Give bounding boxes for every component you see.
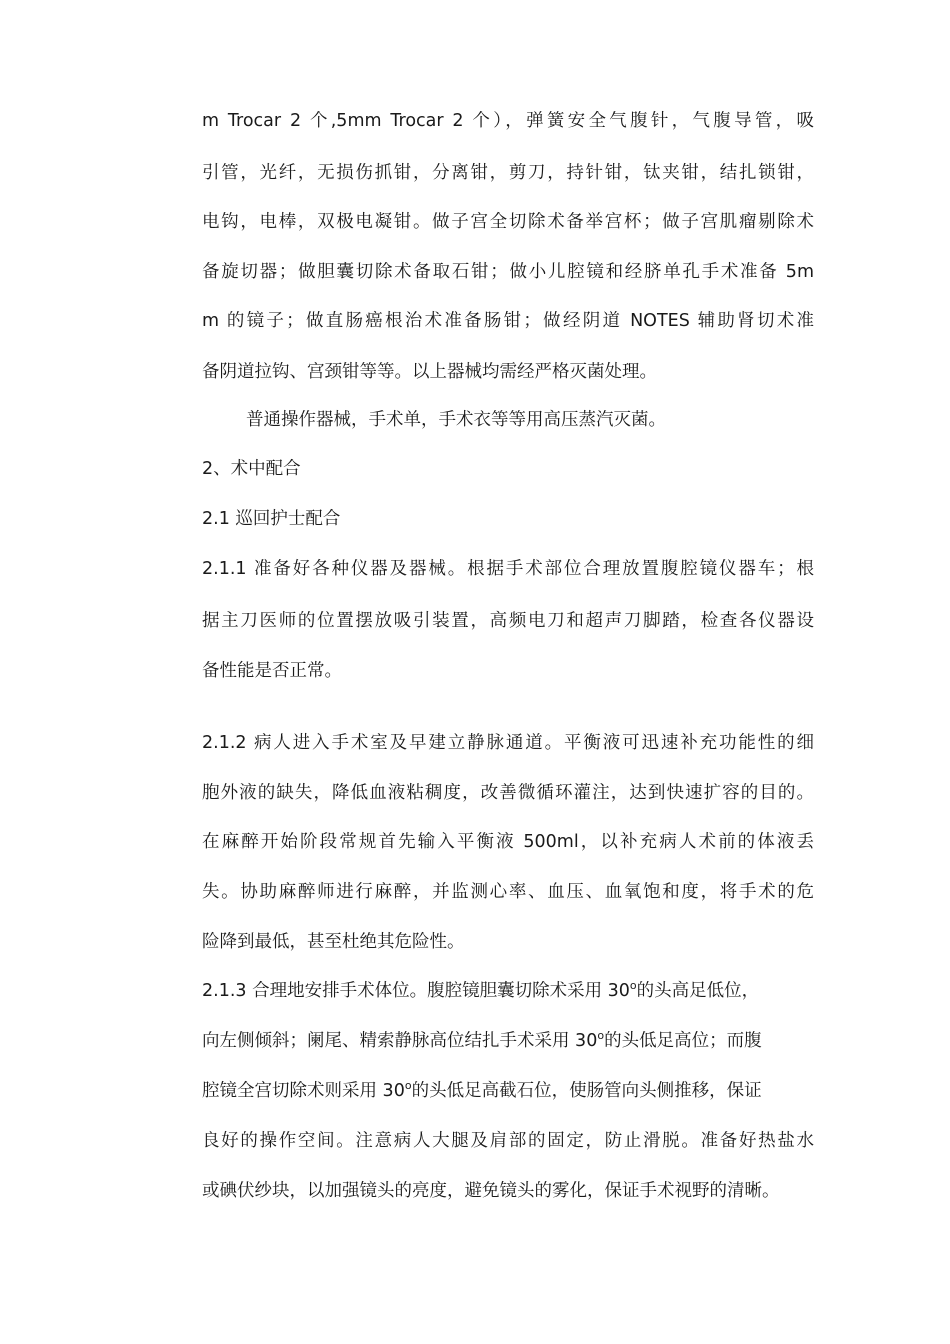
text-run: 向左侧倾斜；阑尾、精索静脉高位结扎手术采用 30 — [202, 1031, 598, 1051]
text-run: 的头高足低位， — [636, 981, 760, 1001]
paragraph-line: 引管，光纤，无损伤抓钳，分离钳，剪刀，持针钳，钛夹钳，结扎锁钳， — [202, 163, 814, 183]
text-run: 2.1.3 合理地安排手术体位。腹腔镜胆囊切除术采用 30 — [202, 981, 630, 1001]
paragraph-line: 备旋切器；做胆囊切除术备取石钳；做小儿腔镜和经脐单孔手术准备 5m — [202, 262, 814, 282]
paragraph-line: 在麻醉开始阶段常规首先输入平衡液 500ml，以补充病人术前的体液丢 — [202, 832, 814, 852]
paragraph-line: 据主刀医师的位置摆放吸引装置，高频电刀和超声刀脚踏，检查各仪器设 — [202, 611, 814, 631]
paragraph-line: m 的镜子；做直肠癌根治术准备肠钳；做经阴道 NOTES 辅助肾切术准 — [202, 311, 814, 331]
degree-mark: o — [597, 1029, 605, 1043]
paragraph-line: 良好的操作空间。注意病人大腿及肩部的固定，防止滑脱。准备好热盐水 — [202, 1131, 814, 1151]
degree-mark: o — [629, 979, 637, 993]
paragraph-line: 普通操作器械，手术单，手术衣等等用高压蒸汽灭菌。 — [246, 410, 666, 430]
degree-mark: o — [404, 1079, 412, 1093]
paragraph-line: 胞外液的缺失，降低血液粘稠度，改善微循环灌注，达到快速扩容的目的。 — [202, 783, 814, 803]
text-run: 的头低足高位；而腹 — [604, 1031, 762, 1051]
paragraph-line — [202, 1028, 814, 1054]
paragraph-line: m Trocar 2 个,5mm Trocar 2 个），弹簧安全气腹针，气腹导管，吸 — [202, 111, 814, 131]
subsection-heading: 2.1 巡回护士配合 — [202, 509, 341, 529]
paragraph-line: 备性能是否正常。 — [202, 661, 342, 681]
text-run: 腔镜全宫切除术则采用 30 — [202, 1081, 405, 1101]
paragraph-line: 电钩，电棒，双极电凝钳。做子宫全切除术备举宫杯；做子宫肌瘤剔除术 — [202, 212, 814, 232]
paragraph-line: 或碘伏纱块，以加强镜头的亮度，避免镜头的雾化，保证手术视野的清晰。 — [202, 1181, 780, 1201]
text-run: 的头低足高截石位，使肠管向头侧推移，保证 — [411, 1081, 762, 1101]
paragraph-line — [202, 1078, 814, 1104]
paragraph-line: 险降到最低，甚至杜绝其危险性。 — [202, 932, 465, 952]
paragraph-line: 失。协助麻醉师进行麻醉，并监测心率、血压、血氧饱和度，将手术的危 — [202, 882, 814, 902]
paragraph-line: 2.1.2 病人进入手术室及早建立静脉通道。平衡液可迅速补充功能性的细 — [202, 733, 814, 753]
paragraph-line — [202, 978, 814, 1004]
section-heading: 2、术中配合 — [202, 459, 301, 479]
paragraph-line: 备阴道拉钩、宫颈钳等等。以上器械均需经严格灭菌处理。 — [202, 362, 657, 382]
paragraph-line: 2.1.1 准备好各种仪器及器械。根据手术部位合理放置腹腔镜仪器车；根 — [202, 559, 814, 579]
